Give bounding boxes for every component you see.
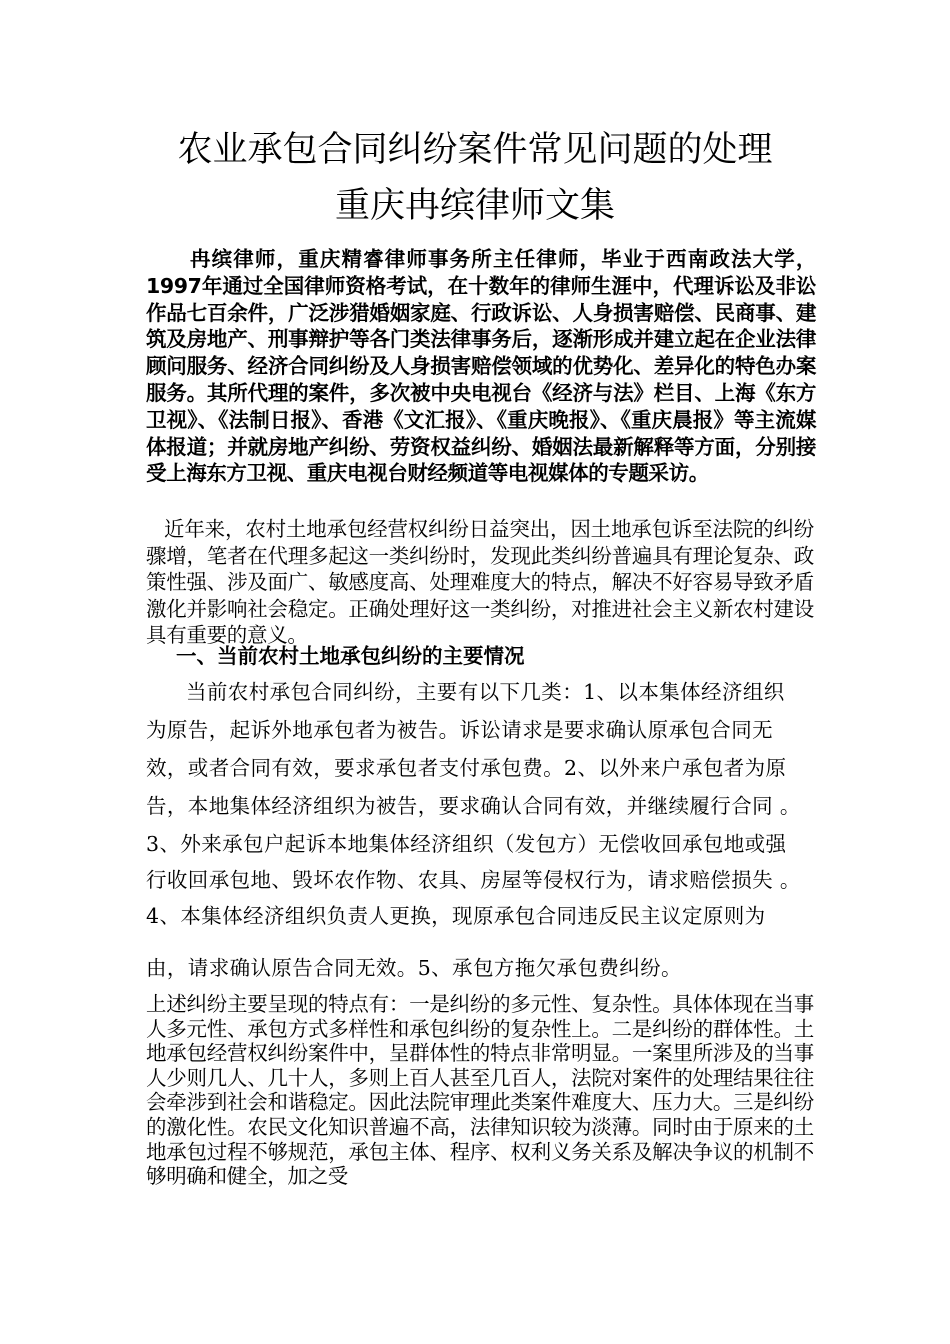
- features-paragraph: 上述纠纷主要呈现的特点有：一是纠纷的多元性、复杂性。具体体现在当事人多元性、承包方式多样性和承包纠纷的复杂性上。二是纠纷的群体性。土地承包经营权纠纷案件中，呈群体性的特点非常明显。一案里所涉及的当事人少则几人、几十人，多则上百人甚至几百人，法院对案件的处理结果往往会牵涉到社会和谐稳定。因此法院审理此类案件难度大、压力大。三是纠纷的激化性。农民文化知识普遍不高，法律知识较为淡薄。同时由于原来的土地承包过程不够规范，承包主体、程序、权利义务关系及解决争议的机制不够明确和健全，加之受: [146, 992, 814, 1189]
- case-types-line: 4、本集体经济组织负责人更换，现原承包合同违反民主议定原则为: [146, 904, 766, 928]
- document-subtitle: 重庆冉缤律师文集: [334, 186, 615, 226]
- case-types-line: 由，请求确认原告合同无效。5、承包方拖欠承包费纠纷。: [146, 956, 682, 980]
- document-title: 农业承包合同纠纷案件常见问题的处理: [177, 130, 773, 170]
- case-types-line: 行收回承包地、毁坏农作物、农具、房屋等侵权行为，请求赔偿损失 。: [146, 868, 801, 892]
- case-types-line: 当前农村承包合同纠纷，主要有以下几类：1、以本集体经济组织: [186, 680, 785, 704]
- case-types-line: 为原告，起诉外地承包者为被告。诉讼请求是要求确认原承包合同无: [146, 718, 773, 742]
- author-bio-paragraph: 冉缤律师，重庆精睿律师事务所主任律师，毕业于西南政法大学，1997年通过全国律师资格考试，在十数年的律师生涯中，代理诉讼及非讼作品七百余件，广泛涉猎婚姻家庭、行政诉讼、人身损害赔偿、民商事、建筑及房地产、刑事辩护等各门类法律事务后，逐渐形成并建立起在企业法律顾问服务、经济合同纠纷及人身损害赔偿领域的优势化、差异化的特色办案服务。其所代理的案件，多次被中央电视台《经济与法》栏目、上海《东方卫视》、《法制日报》、香港《文汇报》、《重庆晚报》、《重庆晨报》等主流媒体报道；并就房地产纠纷、劳资权益纠纷、婚姻法最新解释等方面，分别接受上海东方卫视、重庆电视台财经频道等电视媒体的专题采访。: [146, 247, 816, 486]
- case-types-line: 效，或者合同有效，要求承包者支付承包费。2、以外来户承包者为原: [146, 756, 787, 780]
- case-types-line: 告，本地集体经济组织为被告，要求确认合同有效，并继续履行合同 。: [146, 794, 801, 818]
- intro-paragraph: 近年来，农村土地承包经营权纠纷日益突出，因土地承包诉至法院的纠纷骤增，笔者在代理多起这一类纠纷时，发现此类纠纷普遍具有理论复杂、政策性强、涉及面广、敏感度高、处理难度大的特点，解决不好容易导致矛盾激化并影响社会稳定。正确处理好这一类纠纷，对推进社会主义新农村建设具有重要的意义。: [146, 517, 814, 648]
- section-heading: 一、当前农村土地承包纠纷的主要情况: [176, 644, 525, 668]
- case-types-line: 3、外来承包户起诉本地集体经济组织（发包方）无偿收回承包地或强: [146, 832, 787, 856]
